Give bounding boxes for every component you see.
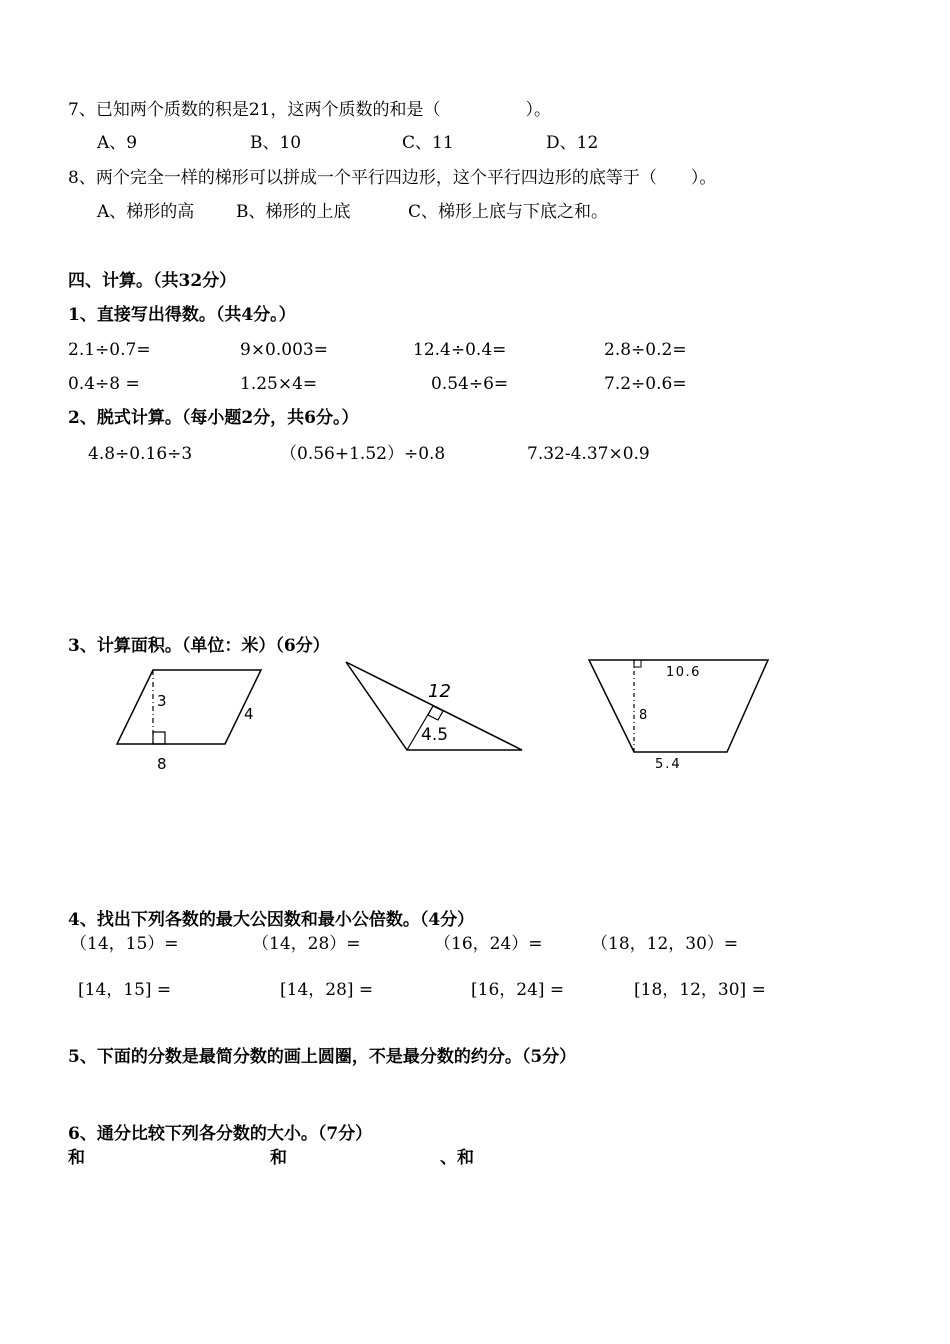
lcm-item: [18，12，30] = bbox=[634, 980, 766, 1000]
calc-item: 0.54÷6= bbox=[431, 374, 509, 394]
trapezoid-top-label: 10.6 bbox=[666, 665, 701, 680]
part-6-title: 6、通分比较下列各分数的大小。（7分） bbox=[68, 1124, 373, 1144]
calc-item: 2.1÷0.7= bbox=[68, 340, 151, 360]
trapezoid-bottom-label: 5.4 bbox=[655, 757, 682, 772]
calc-item: 9×0.003= bbox=[240, 340, 328, 360]
q7-option-a: A、9 bbox=[97, 133, 138, 153]
triangle-height-label: 4.5 bbox=[421, 725, 449, 745]
part-4-title: 4、找出下列各数的最大公因数和最小公倍数。（4分） bbox=[68, 910, 475, 930]
parallelogram-base-label: 8 bbox=[157, 755, 167, 773]
expression-item: 4.8÷0.16÷3 bbox=[88, 444, 193, 464]
lcm-item: [14，15] = bbox=[78, 980, 172, 1000]
q7-option-d: D、12 bbox=[546, 133, 599, 153]
lcm-item: [16，24] = bbox=[471, 980, 565, 1000]
part-5-title: 5、下面的分数是最简分数的画上圆圈，不是最分数的约分。（5分） bbox=[68, 1047, 577, 1067]
q7-option-c: C、11 bbox=[402, 133, 454, 153]
gcd-item: （14，28）= bbox=[252, 934, 361, 954]
trapezoid-height-label: 8 bbox=[639, 708, 648, 723]
part-1-title: 1、直接写出得数。（共4分。） bbox=[68, 305, 296, 325]
q7-stem: 7、已知两个质数的积是21，这两个质数的和是（ ）。 bbox=[68, 100, 551, 120]
expression-item: 7.32-4.37×0.9 bbox=[527, 444, 650, 464]
fraction-compare-item: 和 bbox=[68, 1148, 85, 1168]
lcm-item: [14，28] = bbox=[280, 980, 374, 1000]
q8-stem: 8、两个完全一样的梯形可以拼成一个平行四边形，这个平行四边形的底等于（ ）。 bbox=[68, 168, 717, 188]
gcd-item: （14，15）= bbox=[70, 934, 179, 954]
gcd-item: （16，24）= bbox=[434, 934, 543, 954]
gcd-item: （18，12，30）= bbox=[591, 934, 739, 954]
calc-item: 12.4÷0.4= bbox=[413, 340, 507, 360]
q8-option-c: C、梯形上底与下底之和。 bbox=[408, 202, 609, 222]
part-2-title: 2、脱式计算。（每小题2分，共6分。） bbox=[68, 408, 359, 428]
parallelogram-side-label: 4 bbox=[244, 705, 254, 723]
calc-item: 2.8÷0.2= bbox=[604, 340, 687, 360]
fraction-compare-item: 和 bbox=[270, 1148, 287, 1168]
parallelogram-height-label: 3 bbox=[157, 692, 167, 710]
triangle-base-label: 12 bbox=[428, 681, 451, 702]
calc-item: 1.25×4= bbox=[240, 374, 318, 394]
expression-item: （0.56+1.52）÷0.8 bbox=[280, 444, 446, 464]
section-4-title: 四、计算。（共32分） bbox=[68, 271, 237, 291]
q8-option-b: B、梯形的上底 bbox=[236, 202, 351, 222]
q7-option-b: B、10 bbox=[250, 133, 302, 153]
q8-option-a: A、梯形的高 bbox=[97, 202, 195, 222]
calc-item: 0.4÷8 = bbox=[68, 374, 140, 394]
fraction-compare-item: 、和 bbox=[440, 1148, 474, 1168]
part-3-title: 3、计算面积。（单位：米）（6分） bbox=[68, 636, 330, 656]
calc-item: 7.2÷0.6= bbox=[604, 374, 687, 394]
